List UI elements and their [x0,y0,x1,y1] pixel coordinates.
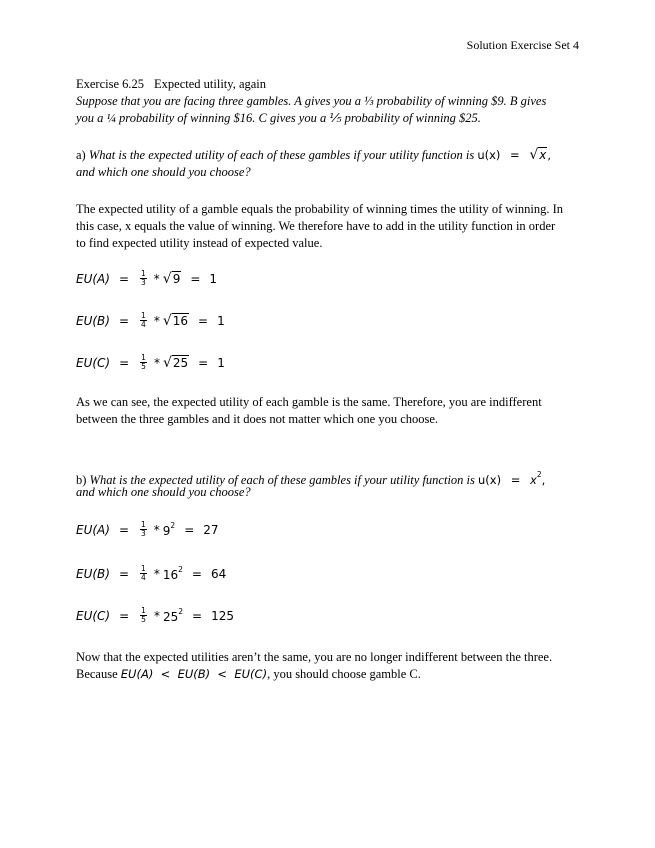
part-a-utility-function: u(x) = √ x , [477,147,552,163]
sqrt-x: √ x [529,147,547,163]
part-b-conclusion-line-1: Now that the expected utilities aren’t the same, you are no longer indifferent between the three. [76,650,553,664]
part-a-label: a) [76,148,86,162]
exercise-prompt-line-1: Suppose that you are facing three gambles. A gives you a ⅓ probability of winning $9. B gives [76,94,547,108]
equation-eu-b-square: EU(B) = $\frac{1}{4}$ * $16^2$ = 64 [76,564,227,582]
part-a-paragraph-line-3: to find expected utility instead of expected value. [76,236,323,250]
exercise-number: Exercise 6.25 [76,77,145,91]
part-b-utility-function: $u(x) = x^2$, [478,470,546,487]
fraction: $\frac{1}{3}$ [141,269,146,287]
part-a-paragraph-line-2: this case, x equals the value of winning. We therefore have to add in the utility function in order [76,219,556,233]
exercise-prompt-line-2: you a ¼ probability of winning $16. C gives you a ⅕ probability of winning $25. [76,111,481,125]
equation-eu-a-sqrt: EU(A) = $\frac{1}{3}$ * √ 9 = 1 [76,269,218,287]
sqrt: √ 25 [162,355,189,371]
page-header: Solution Exercise Set 4 [466,38,579,52]
part-b-question-line-2: and which one should you choose? [76,485,251,499]
part-a-question-line-2: and which one should you choose? [76,165,251,179]
part-b-label: b) [76,473,87,487]
exercise-heading [76,76,266,93]
equation-eu-a-square: EU(A) = $\frac{1}{3}$ * $9^2$ = 27 [76,520,219,538]
inequality: EU(A) < EU(B) < EU(C) [120,667,268,681]
fraction: $\frac{1}{4}$ [141,311,146,329]
sqrt: √ 16 [162,313,189,329]
fraction: $\frac{1}{3}$ [141,520,146,538]
equation-eu-b-sqrt: EU(B) = $\frac{1}{4}$ * √ 16 = 1 [76,311,225,329]
exercise-title: Expected utility, again [154,77,267,91]
part-a-conclusion-line-2: between the three gambles and it does not matter which one you choose. [76,412,439,426]
part-a-question-text: What is the expected utility of each of these gambles if your utility function is [88,148,475,162]
part-b-question-text: What is the expected utility of each of these gambles if your utility function is [89,473,475,487]
part-b-conclusion-line-2: Because EU(A) < EU(B) < EU(C), you should choose gamble C. [76,667,421,681]
equation-eu-c-square: EU(C) = $\frac{1}{5}$ * $25^2$ = 125 [76,606,234,624]
equation-eu-c-sqrt: EU(C) = $\frac{1}{5}$ * √ 25 = 1 [76,353,225,371]
fraction: $\frac{1}{5}$ [141,606,146,624]
fraction: $\frac{1}{5}$ [141,353,146,371]
part-a-question [76,147,551,164]
part-a-paragraph-line-1: The expected utility of a gamble equals the probability of winning times the utility of winning. In [76,202,564,216]
part-a-conclusion-line-1: As we can see, the expected utility of each gamble is the same. Therefore, you are indifferent [76,395,542,409]
fraction: $\frac{1}{4}$ [141,564,146,582]
sqrt: √ 9 [162,271,181,287]
